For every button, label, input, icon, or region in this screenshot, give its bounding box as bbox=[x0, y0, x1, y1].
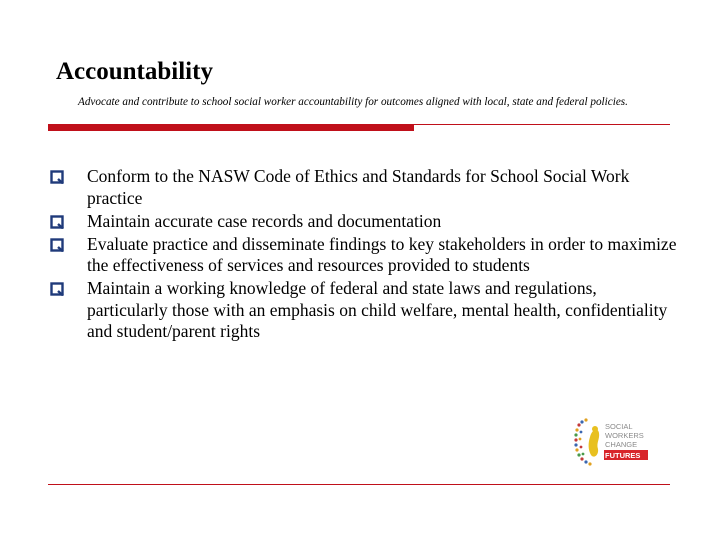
slide-title: Accountability bbox=[56, 58, 213, 85]
slide-subtitle: Advocate and contribute to school social worker accountability for outcomes aligned with local, state and federal policies. bbox=[78, 96, 628, 108]
logo-line-change: CHANGE bbox=[605, 440, 638, 449]
bullet-text: Maintain accurate case records and documentation bbox=[87, 210, 442, 231]
checkbox-bullet-icon bbox=[50, 170, 64, 184]
list-item bbox=[50, 166, 680, 209]
logo-figure-head-icon bbox=[592, 426, 598, 432]
logo-figure-icon bbox=[589, 430, 600, 457]
bullet-text: Evaluate practice and disseminate findings to key stakeholders in order to maximize the effectiveness of services and resources provided to students bbox=[87, 233, 677, 275]
social-workers-change-futures-logo bbox=[574, 417, 658, 467]
logo-line-social: SOCIAL bbox=[605, 422, 633, 431]
title-underline-thin bbox=[414, 124, 670, 125]
title-underline-thick bbox=[48, 124, 414, 131]
logo-line-workers: WORKERS bbox=[605, 431, 644, 440]
checkbox-bullet-icon bbox=[50, 282, 64, 296]
checkbox-bullet-icon bbox=[50, 215, 64, 229]
bullet-text: Conform to the NASW Code of Ethics and Standards for School Social Work practice bbox=[87, 166, 630, 208]
list-item bbox=[50, 234, 680, 277]
list-item bbox=[50, 278, 680, 343]
bullet-text: Maintain a working knowledge of federal and state laws and regulations, particularly those with an emphasis on child welfare, mental health, confidentiality and student/parent rights bbox=[87, 278, 668, 341]
logo-line-futures: FUTURES bbox=[605, 451, 641, 460]
footer-divider bbox=[48, 484, 670, 485]
list-item bbox=[50, 211, 680, 233]
bullet-list bbox=[50, 166, 680, 344]
checkbox-bullet-icon bbox=[50, 238, 64, 252]
